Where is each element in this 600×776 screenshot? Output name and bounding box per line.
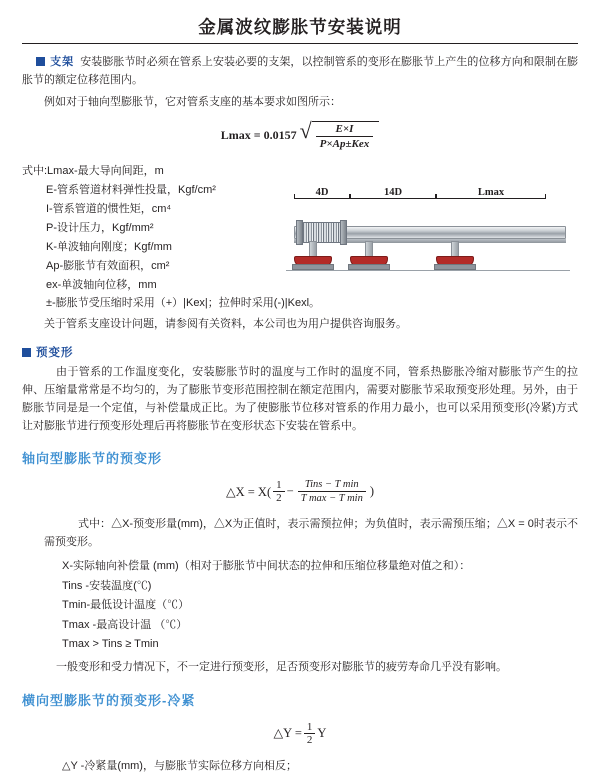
formula-lateral-coldset xyxy=(22,721,578,746)
dimension-14d: 14D xyxy=(350,186,436,199)
bellows-icon xyxy=(302,222,344,243)
sqrt-icon: √ $\frac{E\times I}{\text{P×Ap±Kex}}$ xyxy=(300,121,380,150)
formula-lateral-lhs: △Y = xyxy=(273,726,302,741)
ground-line-icon xyxy=(286,270,570,271)
formula-axial-rhs: ) xyxy=(369,484,374,499)
dimension-lmax: Lmax xyxy=(436,186,546,199)
list-item: ±-膨胀节受压缩时采用（+）|Kex|；拉伸时采用(-)|Kexl。 xyxy=(46,297,321,310)
section-support-example: 例如对于轴向型膨胀节，它对管系支座的基本要求如图所示： xyxy=(44,95,341,108)
figure-dimension-row xyxy=(294,186,570,199)
page-title: 金属波纹膨胀节安装说明 xyxy=(22,0,578,44)
list-item: ex-单波轴向位移，mm xyxy=(46,278,157,291)
blue-square-bullet-icon xyxy=(36,57,45,66)
support-2-icon xyxy=(348,241,388,271)
support-1-icon xyxy=(292,241,332,271)
subsection-axial-where: 式中：△X-预变形量(mm)，△X为正值时，表示需预拉伸；为负值时，表示需预压缩；△X = 0时表示不需预变形。 xyxy=(44,518,578,549)
formula-lateral-rhs: Y xyxy=(317,725,327,740)
definitions-and-figure xyxy=(22,160,578,296)
formula-axial-half: $\frac{1}{2}$ xyxy=(273,479,285,504)
formula-lmax-numerator: E×I xyxy=(316,123,374,137)
flange-right-icon xyxy=(340,220,347,245)
section-predeform-label: 预变形 xyxy=(36,347,74,360)
formula-lateral-half: $\frac{1}{2}$ xyxy=(304,721,316,746)
section-support-label: 支架 xyxy=(50,56,75,68)
list-item: Ap-膨胀节有效面积，cm² xyxy=(46,259,170,272)
list-item: 式中:Lmax-最大导向间距，m xyxy=(22,165,164,178)
section-support xyxy=(22,54,578,90)
list-item: Tmax -最高设计温 （℃） xyxy=(62,618,188,631)
list-item: K-单波轴向刚度；Kgf/mm xyxy=(46,241,172,254)
list-item: X-实际轴向补偿量 (mm)（相对于膨胀节中间状态的拉伸和压缩位移量绝对值之和）： xyxy=(62,560,471,573)
subsection-axial-title: 轴向型膨胀节的预变形 xyxy=(22,451,163,467)
definition-list xyxy=(22,162,272,294)
axial-expansion-joint-figure xyxy=(280,186,570,296)
formula-axial-predeform xyxy=(22,479,578,504)
list-item: Tins -安装温度(℃) xyxy=(62,579,152,592)
formula-lmax-denominator: P×Ap±Kex xyxy=(319,138,370,151)
list-item: Tmax > Tins ≥ Tmin xyxy=(62,638,159,651)
section-predeform-body: 由于管系的工作温度变化，安装膨胀节时的温度与工作时的温度不同，管系热膨胀冷缩对膨胀节产生的拉伸、压缩量常常是不均匀的，为了膨胀节变形范围控制在额定范围内，需要对膨胀节采取预变形处理。另外，由于膨胀节同是是一个定值，与补偿量成正比。为了使膨胀节位移对管系的作用力最小，也可以采用预变形(冷紧)方式让对膨胀节进行预变形处理后再将膨胀节在变形状态下安装在管系中。 xyxy=(22,366,578,432)
subsection-axial-notes xyxy=(62,557,578,655)
formula-axial-minus: − xyxy=(286,484,294,499)
list-item: I-管系管道的惯性矩，cm⁴ xyxy=(46,203,172,216)
formula-axial-lhs: △X = X( xyxy=(225,484,272,499)
subsection-axial-closing: 一般变形和受力情况下，不一定进行预变形，足否预变形对膨胀节的疲劳寿命几乎没有影响。 xyxy=(56,660,507,673)
subsection-lateral-title: 横向型膨胀节的预变形-冷紧 xyxy=(22,692,196,708)
figure-column xyxy=(280,160,578,296)
formula-axial-fraction: $\frac{\text{Tins − T min}}{\text{T max − T min}}$ xyxy=(298,479,366,504)
definitions-closing: 关于管系支座设计问题，请参阅有关资料，本公司也为用户提供咨询服务。 xyxy=(44,318,407,331)
list-item: Tmin-最低设计温度（℃） xyxy=(62,599,190,612)
pipe-assembly-drawing xyxy=(286,200,570,278)
subsection-lateral-where: △Y -冷紧量(mm)，与膨胀节实际位移方向相反； xyxy=(62,759,297,772)
formula-lmax-lhs: Lmax = 0.0157 xyxy=(220,128,297,143)
list-item: E-管系管道材料弹性投量，Kgf/cm² xyxy=(46,184,216,197)
definition-list-tail xyxy=(46,294,578,313)
support-3-icon xyxy=(434,241,474,271)
section-predeform-heading xyxy=(22,344,578,360)
section-support-body: 安装膨胀节时必须在管系上安装必要的支架，以控制管系的变形在膨胀节上产生的位移方向和限制在膨胀节的额定位移范围内。 xyxy=(22,56,579,86)
blue-square-bullet-icon xyxy=(22,348,31,357)
dimension-4d: 4D xyxy=(294,186,350,199)
list-item: P-设计压力，Kgf/mm² xyxy=(46,222,154,235)
formula-lmax xyxy=(22,118,578,151)
definitions-column xyxy=(22,160,272,294)
